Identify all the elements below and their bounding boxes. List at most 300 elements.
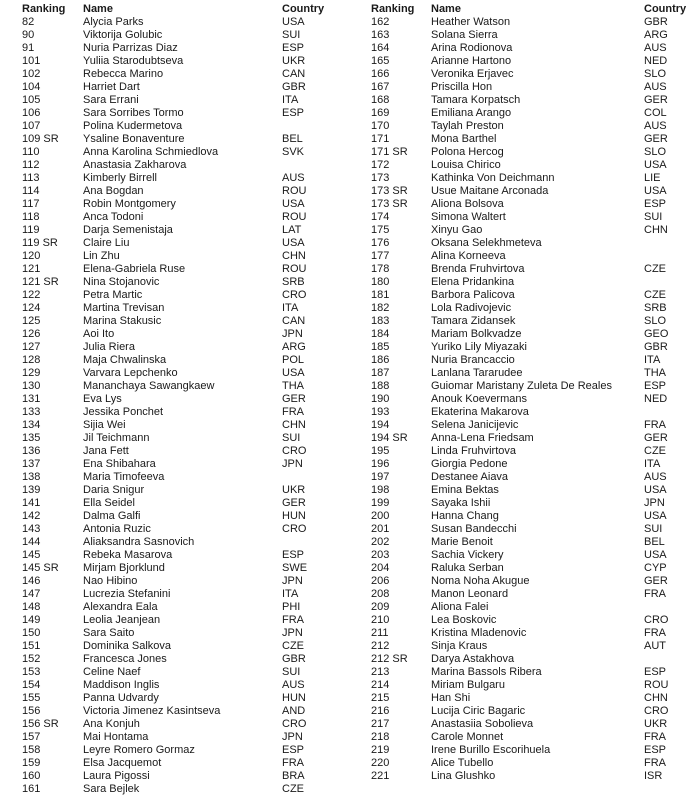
- country-cell: GBR: [282, 653, 306, 665]
- table-row: [371, 770, 694, 783]
- table-row: [22, 380, 347, 393]
- country-cell: UKR: [282, 484, 306, 496]
- country-cell: FRA: [644, 588, 666, 600]
- ranking-cell: 212: [371, 640, 390, 652]
- ranking-cell: 104: [22, 81, 41, 93]
- name-cell: Mananchaya Sawangkaew: [83, 380, 215, 392]
- name-cell: Heather Watson: [431, 16, 511, 28]
- table-row: [22, 68, 347, 81]
- country-cell: GEO: [644, 328, 669, 340]
- table-row: [22, 510, 347, 523]
- table-row: [371, 757, 694, 770]
- name-cell: Anca Todoni: [83, 211, 144, 223]
- table-row: [22, 523, 347, 536]
- name-cell: Julia Riera: [83, 341, 135, 353]
- name-cell: Sara Sorribes Tormo: [83, 107, 184, 119]
- ranking-cell: 176: [371, 237, 390, 249]
- name-cell: Taylah Preston: [431, 120, 504, 132]
- name-cell: Anastasia Zakharova: [83, 159, 187, 171]
- ranking-cell: 121 SR: [22, 276, 59, 288]
- name-cell: Laura Pigossi: [83, 770, 150, 782]
- country-cell: USA: [644, 159, 667, 171]
- country-cell: USA: [644, 484, 667, 496]
- ranking-cell: 206: [371, 575, 390, 587]
- country-cell: UKR: [644, 718, 668, 730]
- name-cell: Celine Naef: [83, 666, 141, 678]
- table-row: [371, 445, 694, 458]
- table-row: [22, 263, 347, 276]
- country-cell: SRB: [282, 276, 305, 288]
- table-row: [22, 315, 347, 328]
- table-row: [371, 627, 694, 640]
- name-cell: Francesca Jones: [83, 653, 167, 665]
- ranking-cell: 170: [371, 120, 390, 132]
- country-cell: COL: [644, 107, 667, 119]
- name-cell: Yuliia Starodubtseva: [83, 55, 184, 67]
- country-cell: CZE: [644, 445, 666, 457]
- name-cell: Jana Fett: [83, 445, 129, 457]
- ranking-cell: 190: [371, 393, 390, 405]
- country-cell: JPN: [644, 497, 665, 509]
- country-cell: THA: [282, 380, 304, 392]
- table-row: [22, 81, 347, 94]
- ranking-cell: 155: [22, 692, 41, 704]
- table-row: [371, 55, 694, 68]
- name-cell: Panna Udvardy: [83, 692, 159, 704]
- name-cell: Mariam Bolkvadze: [431, 328, 522, 340]
- country-cell: ARG: [644, 29, 668, 41]
- table-row: [22, 770, 347, 783]
- name-cell: Solana Sierra: [431, 29, 498, 41]
- ranking-cell: 118: [22, 211, 40, 223]
- country-cell: ISR: [644, 770, 663, 782]
- table-row: [22, 445, 347, 458]
- country-cell: SVK: [282, 146, 305, 158]
- name-cell: Miriam Bulgaru: [431, 679, 505, 691]
- country-cell: ROU: [282, 211, 307, 223]
- table-row: [22, 692, 347, 705]
- table-row: [371, 146, 694, 159]
- country-cell: HUN: [282, 510, 306, 522]
- name-cell: Sijia Wei: [83, 419, 126, 431]
- table-row: [22, 601, 347, 614]
- country-cell: ESP: [644, 380, 667, 392]
- ranking-cell: 217: [371, 718, 390, 730]
- ranking-cell: 177: [371, 250, 390, 262]
- table-row: [22, 107, 347, 120]
- table-body-right: [371, 16, 694, 783]
- ranking-cell: 198: [371, 484, 390, 496]
- country-cell: JPN: [282, 627, 303, 639]
- country-cell: FRA: [282, 614, 304, 626]
- rankings-table-right: [371, 3, 694, 783]
- ranking-cell: 127: [22, 341, 41, 353]
- name-cell: Kathinka Von Deichmann: [431, 172, 555, 184]
- ranking-cell: 167: [371, 81, 390, 93]
- table-row: [371, 159, 694, 172]
- ranking-cell: 171 SR: [371, 146, 408, 158]
- ranking-cell: 185: [371, 341, 390, 353]
- table-row: [371, 185, 694, 198]
- name-cell: Susan Bandecchi: [431, 523, 517, 535]
- table-row: [371, 315, 694, 328]
- name-cell: Aliona Bolsova: [431, 198, 504, 210]
- table-row: [22, 549, 347, 562]
- table-row: [22, 276, 347, 289]
- ranking-cell: 219: [371, 744, 390, 756]
- name-cell: Priscilla Hon: [431, 81, 493, 93]
- name-cell: Irene Burillo Escorihuela: [431, 744, 551, 756]
- ranking-cell: 194 SR: [371, 432, 408, 444]
- table-row: [371, 120, 694, 133]
- country-cell: USA: [282, 16, 305, 28]
- country-cell: AUT: [644, 640, 666, 652]
- table-row: [22, 731, 347, 744]
- name-cell: Arianne Hartono: [431, 55, 512, 67]
- name-cell: Marie Benoit: [431, 536, 493, 548]
- country-cell: SUI: [644, 523, 663, 535]
- country-cell: HUN: [282, 692, 306, 704]
- table-row: [371, 471, 694, 484]
- country-cell: CZE: [644, 289, 666, 301]
- ranking-cell: 142: [22, 510, 41, 522]
- country-cell: ITA: [282, 302, 299, 314]
- ranking-cell: 144: [22, 536, 41, 548]
- table-row: [371, 536, 694, 549]
- country-cell: [644, 653, 694, 666]
- country-cell: [644, 406, 694, 419]
- table-row: [371, 380, 694, 393]
- ranking-cell: 122: [22, 289, 41, 301]
- ranking-cell: 131: [22, 393, 41, 405]
- country-cell: USA: [644, 549, 667, 561]
- table-row: [22, 406, 347, 419]
- ranking-cell: 151: [22, 640, 41, 652]
- name-cell: Barbora Palicova: [431, 289, 515, 301]
- ranking-cell: 135: [22, 432, 41, 444]
- country-cell: USA: [644, 185, 667, 197]
- country-cell: GER: [644, 133, 668, 145]
- ranking-cell: 197: [371, 471, 390, 483]
- country-cell: FRA: [644, 419, 666, 431]
- ranking-cell: 163: [371, 29, 390, 41]
- country-cell: GBR: [644, 341, 668, 353]
- country-cell: FRA: [644, 731, 666, 743]
- table-row: [371, 718, 694, 731]
- ranking-cell: 203: [371, 549, 390, 561]
- ranking-cell: 200: [371, 510, 390, 522]
- name-cell: Alexandra Eala: [83, 601, 158, 613]
- table-row: [371, 107, 694, 120]
- table-row: [22, 133, 347, 146]
- name-cell: Lanlana Tararudee: [431, 367, 523, 379]
- name-cell: Lucrezia Stefanini: [83, 588, 171, 600]
- name-cell: Polona Hercog: [431, 146, 504, 158]
- ranking-cell: 182: [371, 302, 390, 314]
- table-row: [22, 497, 347, 510]
- name-cell: Lin Zhu: [83, 250, 120, 262]
- name-cell: Marina Bassols Ribera: [431, 666, 542, 678]
- ranking-cell: 212 SR: [371, 653, 408, 665]
- table-row: [371, 744, 694, 757]
- ranking-cell: 141: [22, 497, 41, 509]
- table-row: [371, 575, 694, 588]
- country-cell: SLO: [644, 146, 667, 158]
- country-cell: AUS: [644, 81, 667, 93]
- name-cell: Aoi Ito: [83, 328, 115, 340]
- country-cell: SUI: [282, 432, 301, 444]
- ranking-cell: 215: [371, 692, 390, 704]
- ranking-cell: 125: [22, 315, 41, 327]
- ranking-cell: 110: [22, 146, 40, 158]
- name-cell: Ella Seidel: [83, 497, 135, 509]
- name-column-header: Name: [83, 3, 113, 15]
- name-cell: Sara Errani: [83, 94, 139, 106]
- name-cell: Mona Barthel: [431, 133, 497, 145]
- table-row: [22, 16, 347, 29]
- ranking-cell: 119 SR: [22, 237, 58, 249]
- table-row: [371, 510, 694, 523]
- name-cell: Antonia Ruzic: [83, 523, 151, 535]
- ranking-cell: 158: [22, 744, 41, 756]
- country-cell: FRA: [644, 757, 666, 769]
- ranking-cell: 173 SR: [371, 198, 408, 210]
- name-cell: Sara Bejlek: [83, 783, 140, 795]
- table-row: [371, 705, 694, 718]
- country-cell: [644, 601, 694, 614]
- table-header-row: [22, 3, 347, 16]
- ranking-cell: 90: [22, 29, 35, 41]
- country-cell: SUI: [282, 29, 301, 41]
- table-row: [22, 198, 347, 211]
- ranking-cell: 162: [371, 16, 390, 28]
- country-cell: USA: [282, 198, 305, 210]
- country-cell: ITA: [644, 354, 661, 366]
- name-cell: Victoria Jimenez Kasintseva: [83, 705, 221, 717]
- table-row: [371, 601, 694, 614]
- country-cell: POL: [282, 354, 305, 366]
- ranking-cell: 105: [22, 94, 41, 106]
- table-row: [371, 341, 694, 354]
- name-cell: Alycia Parks: [83, 16, 144, 28]
- country-cell: GER: [644, 575, 668, 587]
- name-cell: Nina Stojanovic: [83, 276, 160, 288]
- table-body-left: [22, 16, 347, 796]
- name-cell: Daria Snigur: [83, 484, 145, 496]
- ranking-cell: 220: [371, 757, 390, 769]
- ranking-cell: 156 SR: [22, 718, 59, 730]
- table-row: [371, 237, 694, 250]
- name-cell: Anastasiia Sobolieva: [431, 718, 534, 730]
- country-cell: NED: [644, 55, 668, 67]
- ranking-cell: 210: [371, 614, 390, 626]
- country-cell: ROU: [282, 185, 307, 197]
- country-cell: JPN: [282, 458, 303, 470]
- name-cell: Marina Stakusic: [83, 315, 162, 327]
- table-row: [22, 29, 347, 42]
- name-cell: Manon Leonard: [431, 588, 509, 600]
- name-cell: Tamara Zidansek: [431, 315, 516, 327]
- country-cell: LAT: [282, 224, 302, 236]
- name-cell: Xinyu Gao: [431, 224, 483, 236]
- ranking-cell: 173: [371, 172, 390, 184]
- country-cell: CRO: [282, 289, 307, 301]
- name-cell: Viktorija Golubic: [83, 29, 163, 41]
- country-cell: CRO: [282, 523, 307, 535]
- ranking-cell: 145: [22, 549, 41, 561]
- country-cell: CZE: [644, 263, 666, 275]
- table-row: [371, 211, 694, 224]
- name-cell: Lola Radivojevic: [431, 302, 512, 314]
- table-row: [22, 471, 347, 484]
- country-cell: USA: [282, 237, 305, 249]
- table-row: [22, 42, 347, 55]
- ranking-cell: 201: [371, 523, 390, 535]
- country-cell: FRA: [282, 757, 304, 769]
- ranking-cell: 91: [22, 42, 35, 54]
- table-row: [371, 562, 694, 575]
- table-row: [371, 666, 694, 679]
- table-row: [371, 133, 694, 146]
- table-row: [371, 276, 694, 289]
- table-row: [371, 731, 694, 744]
- name-cell: Jessika Ponchet: [83, 406, 164, 418]
- ranking-cell: 153: [22, 666, 41, 678]
- ranking-cell: 107: [22, 120, 41, 132]
- ranking-cell: 188: [371, 380, 390, 392]
- country-cell: ESP: [282, 549, 305, 561]
- name-cell: Ena Shibahara: [83, 458, 156, 470]
- ranking-cell: 194: [371, 419, 390, 431]
- country-cell: CRO: [644, 614, 669, 626]
- ranking-cell: 102: [22, 68, 41, 80]
- name-cell: Maja Chwalinska: [83, 354, 167, 366]
- name-cell: Nuria Brancaccio: [431, 354, 515, 366]
- country-cell: FRA: [644, 627, 666, 639]
- ranking-cell: 138: [22, 471, 41, 483]
- table-row: [371, 458, 694, 471]
- country-cell: CZE: [282, 783, 304, 795]
- table-row: [22, 588, 347, 601]
- name-cell: Elena-Gabriela Ruse: [83, 263, 186, 275]
- name-cell: Anna-Lena Friedsam: [431, 432, 534, 444]
- table-row: [22, 211, 347, 224]
- table-row: [371, 393, 694, 406]
- table-row: [22, 120, 347, 133]
- ranking-column-header: Ranking: [22, 3, 66, 15]
- table-row: [22, 367, 347, 380]
- name-cell: Mai Hontama: [83, 731, 149, 743]
- country-cell: SWE: [282, 562, 308, 574]
- name-cell: Linda Fruhvirtova: [431, 445, 516, 457]
- ranking-cell: 195: [371, 445, 390, 457]
- ranking-cell: 133: [22, 406, 41, 418]
- table-row: [371, 302, 694, 315]
- name-cell: Elena Pridankina: [431, 276, 515, 288]
- country-cell: AUS: [282, 679, 305, 691]
- table-row: [22, 757, 347, 770]
- table-row: [22, 185, 347, 198]
- ranking-cell: 124: [22, 302, 41, 314]
- name-cell: Petra Martic: [83, 289, 143, 301]
- country-cell: GER: [644, 94, 668, 106]
- country-cell: CAN: [282, 68, 306, 80]
- table-row: [371, 16, 694, 29]
- country-cell: CRO: [644, 705, 669, 717]
- name-cell: Polina Kudermetova: [83, 120, 183, 132]
- table-row: [371, 419, 694, 432]
- name-cell: Selena Janicijevic: [431, 419, 519, 431]
- table-row: [371, 523, 694, 536]
- name-cell: Aliaksandra Sasnovich: [83, 536, 195, 548]
- country-cell: BEL: [282, 133, 303, 145]
- ranking-cell: 143: [22, 523, 41, 535]
- name-cell: Han Shi: [431, 692, 471, 704]
- name-cell: Darja Semenistaja: [83, 224, 173, 236]
- name-cell: Ysaline Bonaventure: [83, 133, 185, 145]
- table-row: [22, 341, 347, 354]
- ranking-cell: 106: [22, 107, 41, 119]
- name-cell: Sachia Vickery: [431, 549, 504, 561]
- table-row: [371, 406, 694, 419]
- ranking-cell: 159: [22, 757, 41, 769]
- table-row: [371, 497, 694, 510]
- country-cell: GBR: [644, 16, 668, 28]
- table-row: [371, 588, 694, 601]
- ranking-cell: 152: [22, 653, 41, 665]
- country-cell: CZE: [282, 640, 304, 652]
- name-cell: Dalma Galfi: [83, 510, 141, 522]
- table-row: [371, 198, 694, 211]
- ranking-cell: 146: [22, 575, 41, 587]
- ranking-cell: 186: [371, 354, 390, 366]
- ranking-cell: 154: [22, 679, 41, 691]
- table-row: [371, 42, 694, 55]
- name-cell: Claire Liu: [83, 237, 130, 249]
- name-cell: Martina Trevisan: [83, 302, 165, 314]
- table-row: [22, 250, 347, 263]
- table-row: [22, 627, 347, 640]
- ranking-cell: 149: [22, 614, 41, 626]
- table-row: [22, 146, 347, 159]
- country-cell: GER: [282, 393, 306, 405]
- country-cell: ITA: [644, 458, 661, 470]
- name-cell: Ana Bogdan: [83, 185, 144, 197]
- ranking-cell: 218: [371, 731, 390, 743]
- country-cell: AND: [282, 705, 306, 717]
- name-cell: Mirjam Bjorklund: [83, 562, 165, 574]
- country-cell: AUS: [644, 471, 667, 483]
- table-row: [371, 692, 694, 705]
- country-cell: JPN: [282, 575, 303, 587]
- country-cell: USA: [644, 510, 667, 522]
- country-cell: ROU: [644, 679, 669, 691]
- name-cell: Maddison Inglis: [83, 679, 160, 691]
- table-row: [371, 640, 694, 653]
- name-cell: Raluka Serban: [431, 562, 504, 574]
- table-row: [371, 679, 694, 692]
- ranking-cell: 204: [371, 562, 390, 574]
- country-cell: SUI: [282, 666, 301, 678]
- name-cell: Usue Maitane Arconada: [431, 185, 549, 197]
- ranking-cell: 171: [371, 133, 390, 145]
- country-cell: SLO: [644, 68, 667, 80]
- name-cell: Guiomar Maristany Zuleta De Reales: [431, 380, 612, 392]
- country-cell: ARG: [282, 341, 306, 353]
- name-cell: Nao Hibino: [83, 575, 138, 587]
- table-row: [371, 614, 694, 627]
- country-cell: CHN: [282, 250, 306, 262]
